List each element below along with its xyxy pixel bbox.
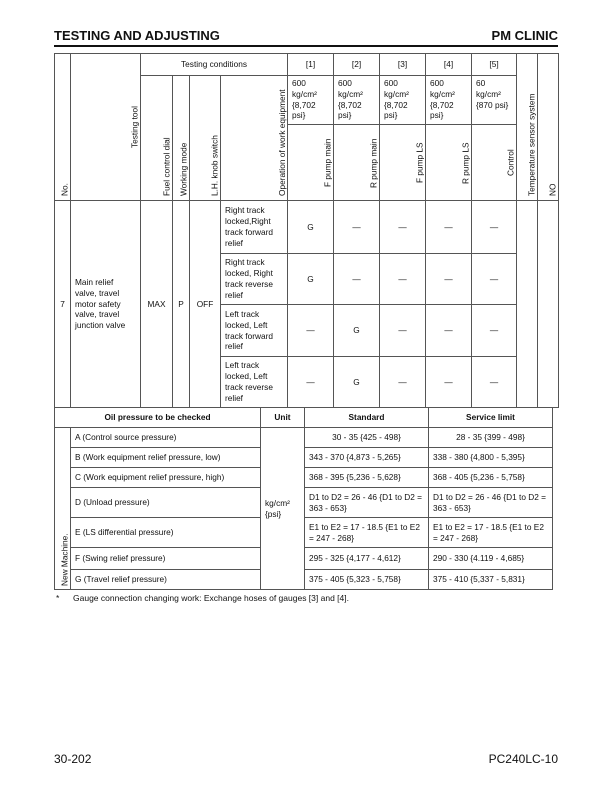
oil-pressure-table: [54, 407, 553, 590]
gauge-name: Control: [472, 125, 517, 201]
col-temp-sensor: Temperature sensor system: [517, 54, 538, 201]
standard-value: 295 - 325 {4,177 - 4,612}: [305, 548, 429, 570]
service-limit-value: 375 - 410 {5,337 - 5,831}: [429, 570, 553, 590]
table-row: [55, 428, 553, 448]
cell: —: [380, 201, 426, 254]
testing-conditions-table: [54, 53, 559, 408]
section-title: TESTING AND ADJUSTING: [54, 28, 220, 43]
standard-value: 343 - 370 {4,873 - 5,265}: [305, 448, 429, 468]
cell: G: [334, 357, 380, 408]
pressure-name: A (Control source pressure): [71, 428, 261, 448]
gauge-id: [4]: [426, 54, 472, 76]
service-limit-value: 338 - 380 {4,800 - 5,395}: [429, 448, 553, 468]
cell: —: [426, 254, 472, 305]
gauge-range: 600 kg/cm² {8,702 psi}: [288, 76, 334, 125]
col-no: No.: [55, 54, 71, 201]
cell: —: [426, 305, 472, 357]
cell: —: [472, 305, 517, 357]
working-mode: P: [173, 201, 190, 408]
col-no2: NO: [538, 54, 559, 201]
service-limit-value: 368 - 405 {5,236 - 5,758}: [429, 468, 553, 488]
note-text: Gauge connection changing work: Exchange hoses of gauges [3] and [4].: [73, 593, 349, 603]
standard-value: E1 to E2 = 17 - 18.5 {E1 to E2 = 247 - 268}: [305, 518, 429, 548]
section-subtitle: PM CLINIC: [491, 28, 558, 43]
operation: Right track locked,Right track forward relief: [221, 201, 288, 254]
header-rule: [54, 45, 558, 47]
cell: —: [426, 201, 472, 254]
cell: —: [334, 201, 380, 254]
gauge-id: [2]: [334, 54, 380, 76]
cell: G: [334, 305, 380, 357]
cell: —: [472, 254, 517, 305]
testing-conditions: Testing conditions: [141, 54, 288, 76]
gauge-id: [5]: [472, 54, 517, 76]
gauge-name: F pump LS: [380, 125, 426, 201]
pressure-name: F (Swing relief pressure): [71, 548, 261, 570]
cell: —: [288, 305, 334, 357]
h-service-limit: Service limit: [429, 408, 553, 428]
col-testing-tool: Testing tool: [71, 54, 141, 201]
service-limit-value: E1 to E2 = 17 - 18.5 {E1 to E2 = 247 - 268}: [429, 518, 553, 548]
gauge-name: R pump LS: [426, 125, 472, 201]
standard-value: D1 to D2 = 26 - 46 {D1 to D2 = 363 - 653}: [305, 488, 429, 518]
row-number: 7: [55, 201, 71, 408]
gauge-range: 60 kg/cm² {870 psi}: [472, 76, 517, 125]
cell: G: [288, 201, 334, 254]
unit: kg/cm² {psi}: [261, 428, 305, 590]
fuel-dial: MAX: [141, 201, 173, 408]
standard-value: 375 - 405 {5,323 - 5,758}: [305, 570, 429, 590]
col-lh-knob: L.H. knob switch: [190, 76, 221, 201]
gauge-range: 600 kg/cm² {8,702 psi}: [426, 76, 472, 125]
note-mark: *: [56, 593, 60, 603]
table-row: [55, 201, 559, 254]
operation: Left track locked, Left track reverse relief: [221, 357, 288, 408]
pressure-name: D (Unload pressure): [71, 488, 261, 518]
pressure-name: C (Work equipment relief pressure, high): [71, 468, 261, 488]
operation: Left track locked, Left track forward relief: [221, 305, 288, 357]
col-working-mode: Working mode: [173, 76, 190, 201]
new-machine-label: New Machine.: [55, 428, 71, 590]
cell: —: [288, 357, 334, 408]
operation: Right track locked, Right track reverse relief: [221, 254, 288, 305]
cell: —: [380, 357, 426, 408]
service-limit-value: D1 to D2 = 26 - 46 {D1 to D2 = 363 - 653}: [429, 488, 553, 518]
h-standard: Standard: [305, 408, 429, 428]
gauge-name: F pump main: [288, 125, 334, 201]
pressure-name: E (LS differential pressure): [71, 518, 261, 548]
service-limit-value: 28 - 35 {399 - 498}: [429, 428, 553, 448]
col-operation: Operation of work equipment: [221, 76, 288, 201]
gauge-range: 600 kg/cm² {8,702 psi}: [380, 76, 426, 125]
gauge-range: 600 kg/cm² {8,702 psi}: [334, 76, 380, 125]
cell: —: [334, 254, 380, 305]
standard-value: 30 - 35 {425 - 498}: [305, 428, 429, 448]
cell: —: [426, 357, 472, 408]
h-unit: Unit: [261, 408, 305, 428]
col-fuel-dial: Fuel control dial: [141, 76, 173, 201]
standard-value: 368 - 395 {5,236 - 5,628}: [305, 468, 429, 488]
service-limit-value: 290 - 330 {4.119 - 4,685}: [429, 548, 553, 570]
h-oil-pressure: Oil pressure to be checked: [55, 408, 261, 428]
cell: —: [380, 305, 426, 357]
cell: —: [472, 357, 517, 408]
cell: G: [288, 254, 334, 305]
cell: —: [472, 201, 517, 254]
gauge-name: R pump main: [334, 125, 380, 201]
gauge-id: [1]: [288, 54, 334, 76]
pressure-name: G (Travel relief pressure): [71, 570, 261, 590]
pressure-name: B (Work equipment relief pressure, low): [71, 448, 261, 468]
lh-knob: OFF: [190, 201, 221, 408]
empty-cell: [517, 201, 538, 408]
gauge-id: [3]: [380, 54, 426, 76]
page-number: 30-202: [54, 752, 92, 766]
testing-tool: Main relief valve, travel motor safety valve, travel junction valve: [71, 201, 141, 408]
model-name: PC240LC-10: [488, 752, 558, 766]
empty-cell: [538, 201, 559, 408]
cell: —: [380, 254, 426, 305]
